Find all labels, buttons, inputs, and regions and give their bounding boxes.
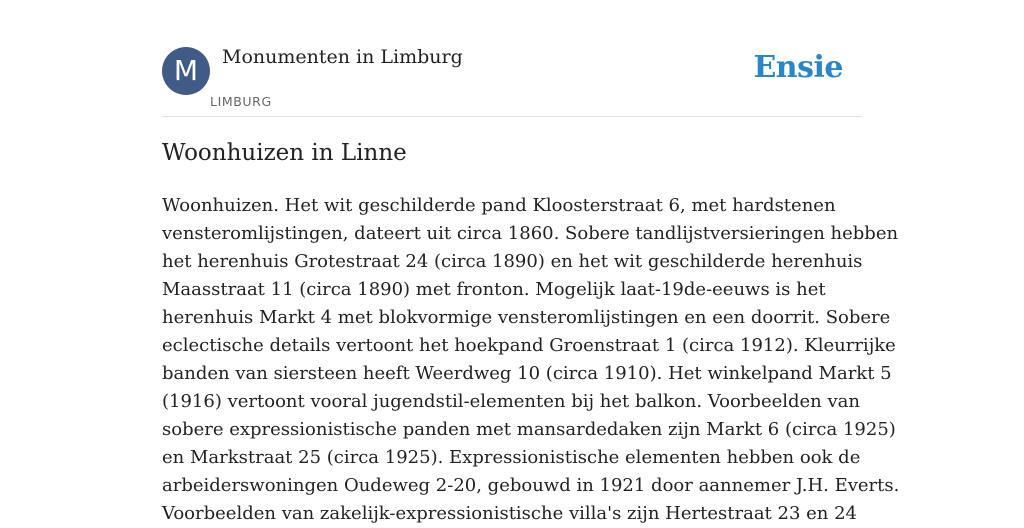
article-line: sobere expressionistische panden met mansardedaken zijn Markt 6 (circa 1925)	[162, 419, 896, 440]
article-line: Maasstraat 11 (circa 1890) met fronton. Mogelijk laat-19de-eeuws is het	[162, 279, 826, 300]
article-body	[162, 192, 900, 528]
brand-logo[interactable]: Ensie	[753, 50, 843, 85]
source-name-link[interactable]: Monumenten in Limburg	[222, 46, 463, 68]
article-line: eclectische details vertoont het hoekpand Groenstraat 1 (circa 1912). Kleurrijke	[162, 335, 896, 356]
article-line: Woonhuizen. Het wit geschilderde pand Kloosterstraat 6, met hardstenen	[162, 195, 836, 216]
header	[162, 40, 862, 117]
article-line: het herenhuis Grotestraat 24 (circa 1890) en het wit geschilderde herenhuis	[162, 251, 863, 272]
article-line: banden van siersteen heeft Weerdweg 10 (circa 1910). Het winkelpand Markt 5	[162, 363, 892, 384]
article-title: Woonhuizen in Linne	[162, 140, 407, 166]
article-line: arbeiderswoningen Oudeweg 2-20, gebouwd in 1921 door aannemer J.H. Everts.	[162, 475, 900, 496]
article-line: (1916) vertoont vooral jugendstil-elementen bij het balkon. Voorbeelden van	[162, 391, 860, 412]
article-line: en Markstraat 25 (circa 1925). Expressionistische elementen hebben ook de	[162, 447, 861, 468]
source-tag-link[interactable]: LIMBURG	[210, 94, 272, 109]
article-line: herenhuis Markt 4 met blokvormige vensteromlijstingen en een doorrit. Sobere	[162, 307, 891, 328]
avatar[interactable]: M	[162, 47, 210, 95]
article-line: vensteromlijstingen, dateert uit circa 1860. Sobere tandlijstversieringen hebben	[162, 223, 899, 244]
article-line: Voorbeelden van zakelijk-expressionistische villa's zijn Hertestraat 23 en 24	[162, 503, 858, 524]
